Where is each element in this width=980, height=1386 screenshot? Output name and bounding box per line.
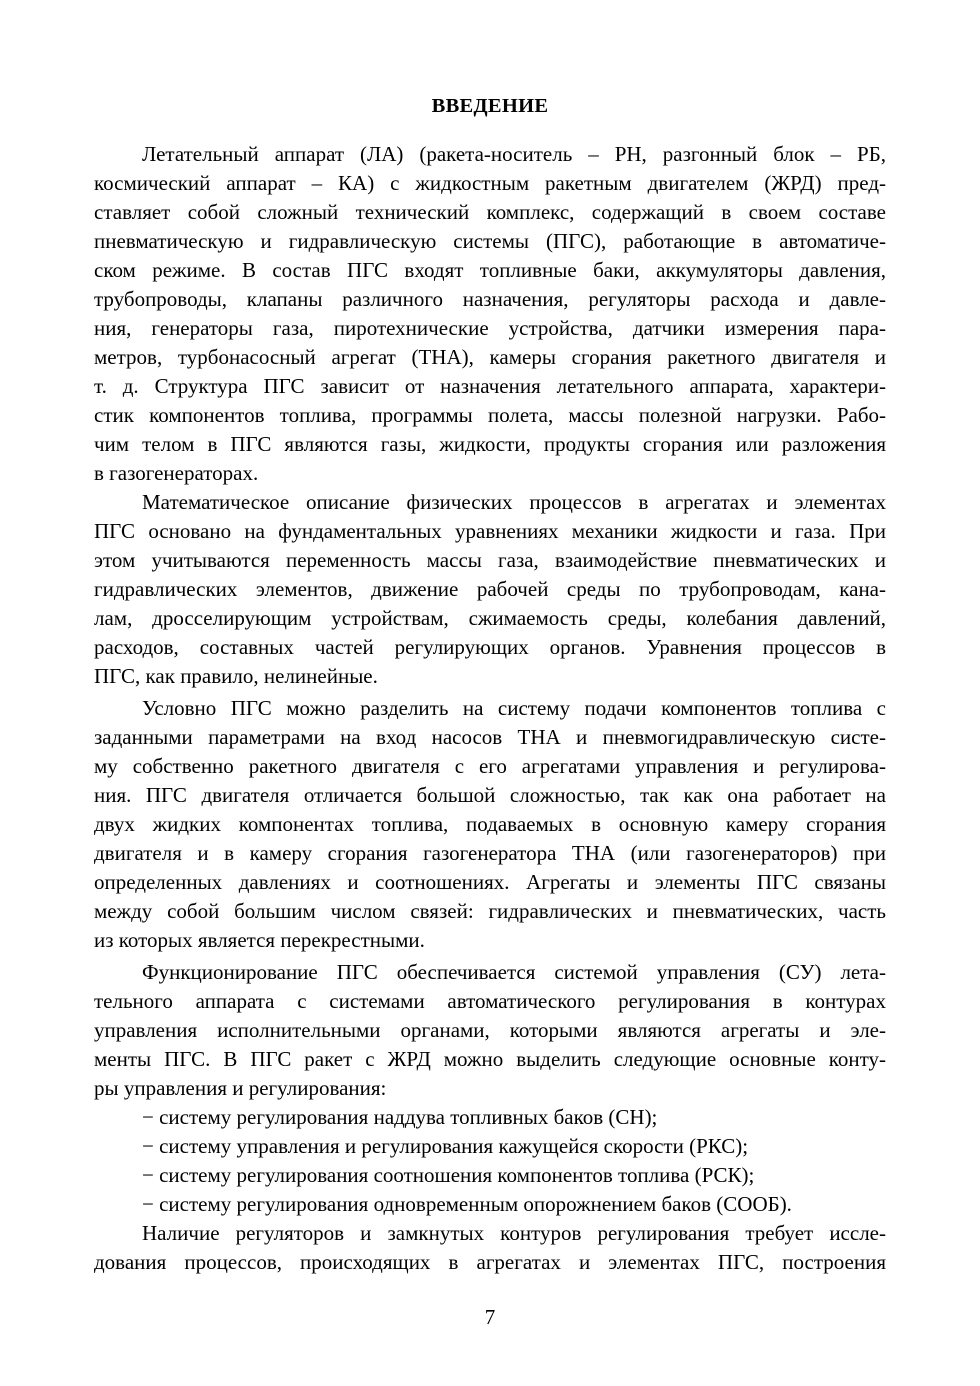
text-line: определенных давлениях и соотношениях. Агрегаты и элементы ПГС связаны [94,870,886,894]
text-line: ния. ПГС двигателя отличается большой сложностью, так как она работает на [94,783,886,807]
text-line: трубопроводы, клапаны различного назначения, регуляторы расхода и давле- [94,287,886,311]
text-line: т. д. Структура ПГС зависит от назначения летательного аппарата, характери- [94,374,886,398]
text-line: менты ПГС. В ПГС ракет с ЖРД можно выделить следующие основные конту- [94,1047,886,1071]
page-number: 7 [484,1305,496,1329]
text-line: двух жидких компонентах топлива, подаваемых в основную камеру сгорания [94,812,886,836]
text-line: дования процессов, происходящих в агрегатах и элементах ПГС, построения [94,1250,886,1274]
text-line: космический аппарат – КА) с жидкостным ракетным двигателем (ЖРД) пред- [94,171,886,195]
text-line: ском режиме. В состав ПГС входят топливные баки, аккумуляторы давления, [94,258,886,282]
page-title: ВВЕДЕНИЕ [431,95,549,117]
list-item: − систему управления и регулирования кажущейся скорости (РКС); [142,1134,749,1158]
text-line: двигателя и в камеру сгорания газогенератора ТНА (или газогенераторов) при [94,841,886,865]
text-line: ры управления и регулирования: [94,1076,387,1100]
text-line: ПГС, как правило, нелинейные. [94,664,378,688]
text-line: Условно ПГС можно разделить на систему подачи компонентов топлива с [142,696,886,720]
text-line: между собой большим числом связей: гидравлических и пневматических, часть [94,899,886,923]
text-line: ставляет собой сложный технический комплекс, содержащий в своем составе [94,200,886,224]
text-line: лам, дросселирующим устройствам, сжимаемость среды, колебания давлений, [94,606,886,630]
text-line: Функционирование ПГС обеспечивается системой управления (СУ) лета- [142,960,886,984]
text-line: Наличие регуляторов и замкнутых контуров регулирования требует иссле- [142,1221,886,1245]
text-line: ния, генераторы газа, пиротехнические устройства, датчики измерения пара- [94,316,886,340]
list-item: − систему регулирования наддува топливных баков (СН); [142,1105,658,1129]
text-line: пневматическую и гидравлическую системы (ПГС), работающие в автоматиче- [94,229,886,253]
text-line: стик компонентов топлива, программы полета, массы полезной нагрузки. Рабо- [94,403,886,427]
list-item: − систему регулирования одновременным опорожнением баков (СООБ). [142,1192,792,1216]
text-line: му собственно ракетного двигателя с его агрегатами управления и регулирова- [94,754,886,778]
text-line: метров, турбонасосный агрегат (ТНА), камеры сгорания ракетного двигателя и [94,345,886,369]
text-line: ПГС основано на фундаментальных уравнениях механики жидкости и газа. При [94,519,886,543]
text-line: Математическое описание физических процессов в агрегатах и элементах [142,490,886,514]
text-line: в газогенераторах. [94,461,259,485]
text-line: чим телом в ПГС являются газы, жидкости, продукты сгорания или разложения [94,432,886,456]
text-line: тельного аппарата с системами автоматического регулирования в контурах [94,989,886,1013]
text-line: заданными параметрами на вход насосов ТНА и пневмогидравлическую систе- [94,725,886,749]
text-line: расходов, составных частей регулирующих органов. Уравнения процессов в [94,635,886,659]
text-line: из которых является перекрестными. [94,928,425,952]
text-line: Летательный аппарат (ЛА) (ракета-носитель – РН, разгонный блок – РБ, [142,142,886,166]
text-line: этом учитываются переменность массы газа, взаимодействие пневматических и [94,548,886,572]
text-line: гидравлических элементов, движение рабочей среды по трубопроводам, кана- [94,577,886,601]
list-item: − систему регулирования соотношения компонентов топлива (РСК); [142,1163,755,1187]
text-line: управления исполнительными органами, которыми являются агрегаты и эле- [94,1018,886,1042]
